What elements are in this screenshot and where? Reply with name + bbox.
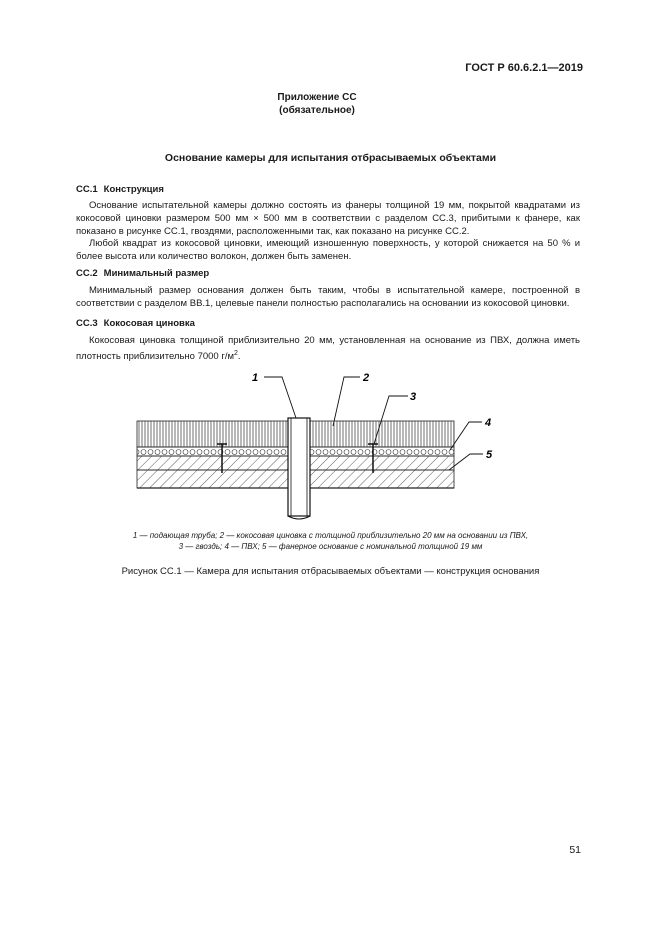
section-number: СС.2 — [76, 268, 98, 279]
paragraph-text: Кокосовая циновка толщиной приблизительно 20 мм, установленная на основание из ПВХ, должна иметь плотность приблизительно 7000 г/м — [76, 335, 580, 362]
appendix-title: Приложение СС — [277, 92, 357, 103]
callout-label: 2 — [363, 372, 370, 384]
paragraph: Основание испытательной камеры должно состоять из фанеры толщиной 19 мм, покрытой квадратами из кокосовой циновки размером 500 мм × 500 мм в соответствии с разделом СС.3, прибитыми к фанере, как показано в рисунке СС.1, гвоздями, расположенными так, как показано на рисунке СС.2. — [76, 200, 580, 237]
section-heading-cc3 — [76, 318, 195, 329]
section-title: Минимальный размер — [103, 268, 210, 279]
section-title: Кокосовая циновка — [103, 318, 195, 329]
feed-pipe — [288, 418, 310, 519]
section-heading-cc2 — [76, 268, 209, 279]
figure-legend — [0, 530, 661, 552]
section-number: СС.3 — [76, 318, 98, 329]
legend-line: 1 — подающая труба; 2 — кокосовая циновка с толщиной приблизительно 20 мм на основании из ПВХ, — [132, 531, 529, 540]
section-number: СС.1 — [76, 184, 98, 195]
callout-label: 4 — [485, 417, 492, 429]
section-title: Конструкция — [103, 184, 164, 195]
paragraph-end: . — [237, 350, 241, 362]
appendix-status: (обязательное) — [279, 105, 355, 116]
callout-label: 5 — [486, 449, 493, 461]
callout-label: 3 — [410, 391, 417, 403]
figure-caption: Рисунок СС.1 — Камера для испытания отбрасываемых объектами — конструкция основания — [121, 566, 540, 577]
legend-line: 3 — гвоздь; 4 — ПВХ; 5 — фанерное основание с номинальной толщиной 19 мм — [178, 542, 483, 551]
superscript: 2 — [233, 349, 238, 357]
standard-number: ГОСТ Р 60.6.2.1—2019 — [465, 62, 583, 74]
figure-drawing — [0, 360, 661, 530]
section-heading-cc1 — [76, 184, 164, 195]
page-title: Основание камеры для испытания отбрасываемых объектами — [164, 152, 497, 164]
paragraph: Любой квадрат из кокосовой циновки, имеющий изношенную поверхность, у которой снижается на 50 % и более высота или количество волокон, должен быть заменен. — [76, 238, 580, 262]
callout-label: 1 — [252, 372, 259, 384]
paragraph: Минимальный размер основания должен быть таким, чтобы в испытательной камере, построенной в соответствии с разделом ВВ.1, целевые панели полностью располагались на основании из кокосовой циновки. — [76, 285, 580, 309]
appendix-heading — [0, 91, 634, 117]
page-number: 51 — [569, 844, 581, 856]
